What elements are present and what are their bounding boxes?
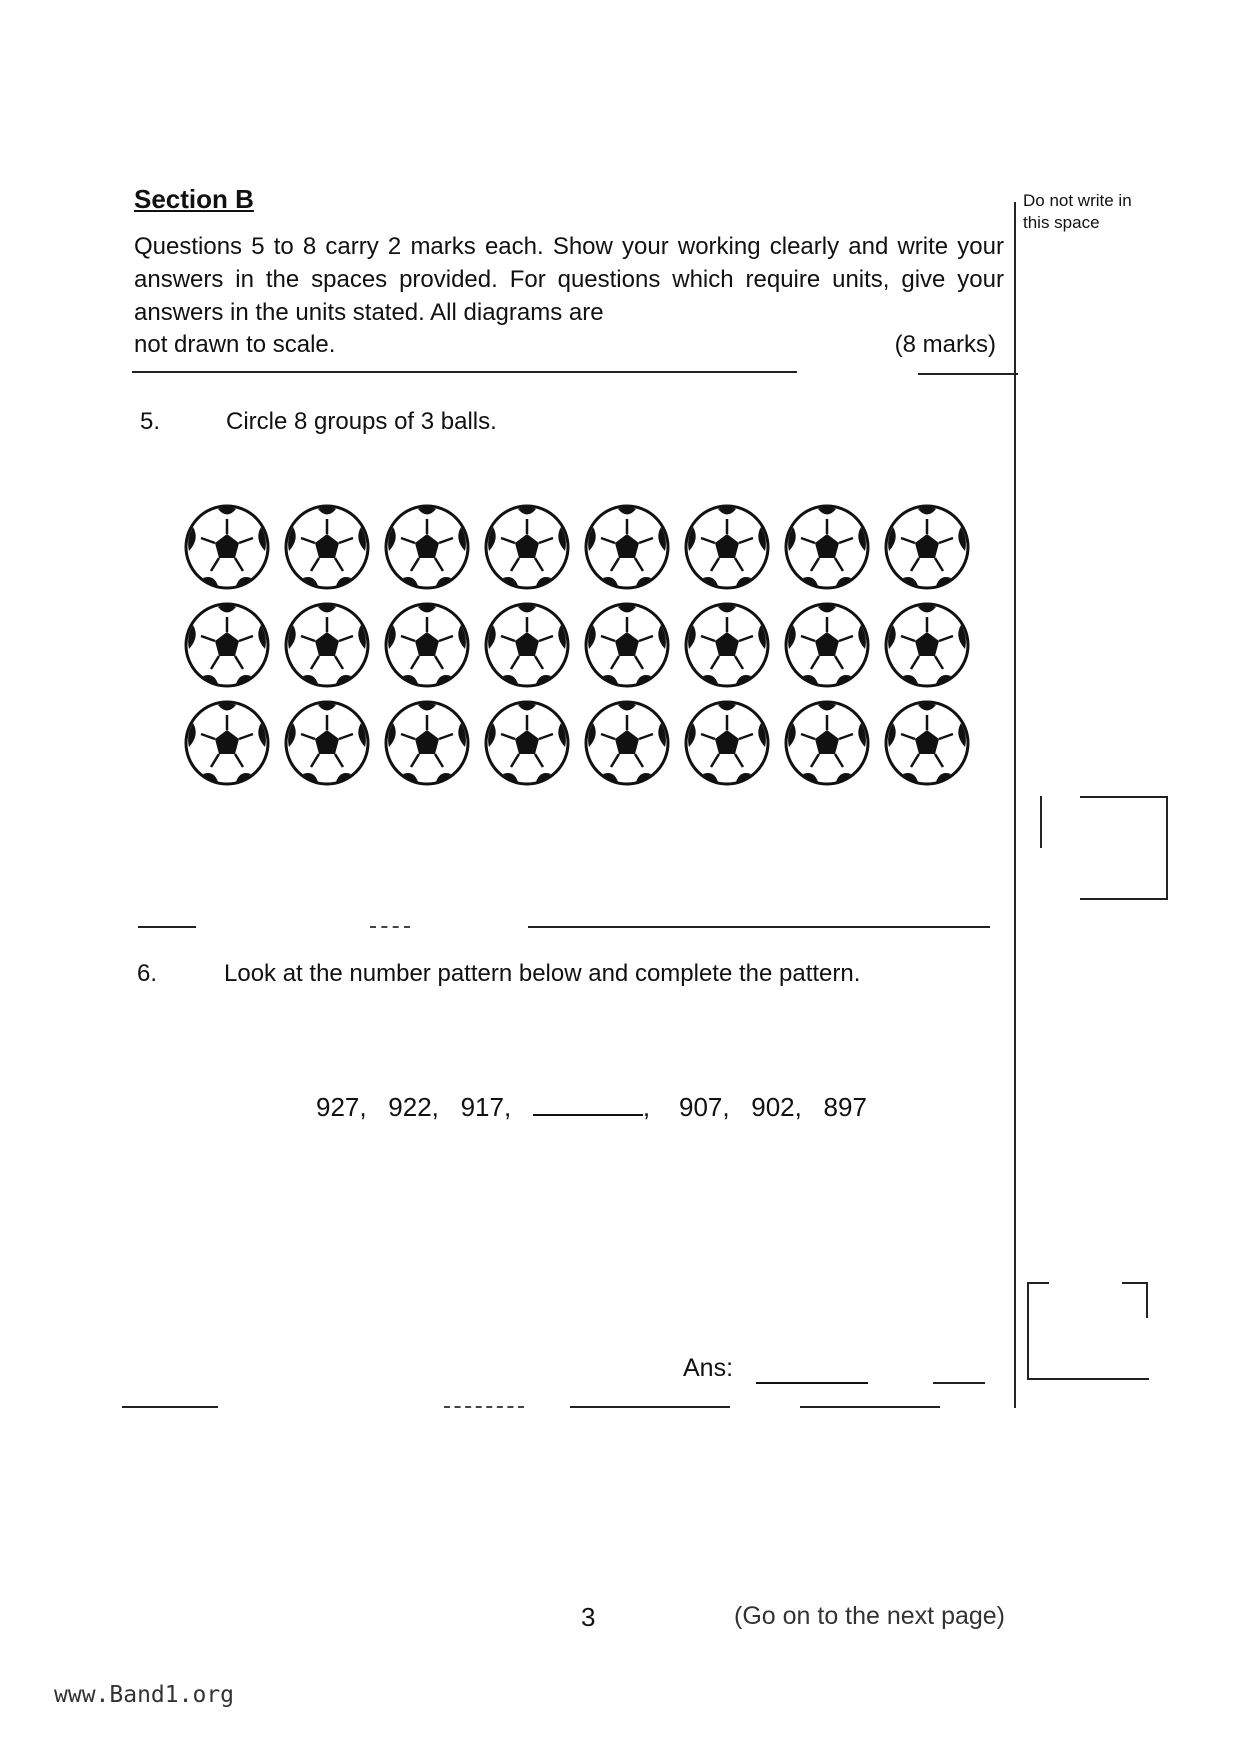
pattern-term-2: 922, (388, 1092, 439, 1122)
margin-note: Do not write in this space (1023, 191, 1132, 232)
soccer-ball-icon[interactable] (586, 506, 668, 588)
divider-short (138, 926, 196, 928)
question-5-number: 5. (140, 408, 161, 435)
soccer-ball-icon[interactable] (686, 604, 768, 686)
soccer-ball-icon[interactable] (586, 702, 668, 784)
soccer-ball-icon[interactable] (886, 702, 968, 784)
soccer-ball-icon[interactable] (186, 506, 268, 588)
soccer-ball-icon[interactable] (586, 604, 668, 686)
soccer-ball-icon[interactable] (686, 702, 768, 784)
section-marks: (8 marks) (894, 331, 996, 358)
question-5-text: Circle 8 groups of 3 balls. (226, 408, 497, 435)
bottom-divider-1 (122, 1406, 218, 1408)
instructions-last-line (134, 328, 996, 361)
margin-divider (918, 373, 1018, 375)
soccer-ball-icon[interactable] (886, 506, 968, 588)
bottom-divider-2 (444, 1406, 524, 1408)
page-number: 3 (581, 1602, 596, 1632)
soccer-ball-icon[interactable] (786, 506, 868, 588)
soccer-ball-icon[interactable] (786, 702, 868, 784)
answer-line[interactable] (756, 1382, 868, 1384)
answer-label: Ans: (683, 1354, 734, 1382)
instructions-last-text: not drawn to scale. (134, 331, 336, 358)
soccer-ball-icon[interactable] (486, 506, 568, 588)
soccer-ball-icon[interactable] (386, 702, 468, 784)
soccer-ball-icon[interactable] (486, 604, 568, 686)
mark-box-q5-left (1040, 796, 1042, 848)
go-on-note: (Go on to the next page) (734, 1602, 1006, 1630)
margin-vertical-line (1014, 202, 1016, 1408)
soccer-ball-icon[interactable] (886, 604, 968, 686)
mark-box-q6-top-left (1027, 1282, 1049, 1284)
pattern-term-6: 902, (751, 1092, 802, 1122)
pattern-term-5: 907, (678, 1092, 730, 1122)
soccer-ball-icon[interactable] (786, 604, 868, 686)
soccer-ball-icon[interactable] (386, 604, 468, 686)
mark-box-q5 (1080, 796, 1168, 900)
soccer-ball-icon[interactable] (486, 702, 568, 784)
instructions: Questions 5 to 8 carry 2 marks each. Show your working clearly and write your answers in the spaces provided. For questions which require units, give your answers in the units stated. All diagrams are (134, 233, 1004, 326)
section-divider (132, 371, 797, 373)
soccer-ball-icon[interactable] (286, 604, 368, 686)
number-pattern (316, 1092, 867, 1123)
soccer-ball-icon[interactable] (186, 702, 268, 784)
answer-side-line (933, 1382, 985, 1384)
soccer-ball-icon[interactable] (286, 506, 368, 588)
divider-dash (370, 926, 410, 928)
soccer-ball-icon[interactable] (686, 506, 768, 588)
pattern-term-3: 917, (460, 1092, 512, 1122)
footer-url: www.Band1.org (54, 1682, 235, 1708)
pattern-term-1: 927, (316, 1092, 367, 1122)
bottom-divider-4 (800, 1406, 940, 1408)
pattern-blank[interactable] (533, 1094, 643, 1116)
ball-grid (180, 500, 1000, 800)
mark-box-q6-top-right (1122, 1282, 1148, 1318)
section-title: Section B (134, 184, 254, 214)
question-6-number: 6. (137, 960, 158, 987)
divider-long (528, 926, 990, 928)
pattern-comma: , (642, 1092, 651, 1122)
soccer-ball-icon[interactable] (186, 604, 268, 686)
soccer-ball-icon[interactable] (286, 702, 368, 784)
pattern-term-7: 897 (823, 1092, 867, 1122)
question-6-text: Look at the number pattern below and complete the pattern. (224, 960, 861, 987)
soccer-ball-icon[interactable] (386, 506, 468, 588)
bottom-divider-3 (570, 1406, 730, 1408)
